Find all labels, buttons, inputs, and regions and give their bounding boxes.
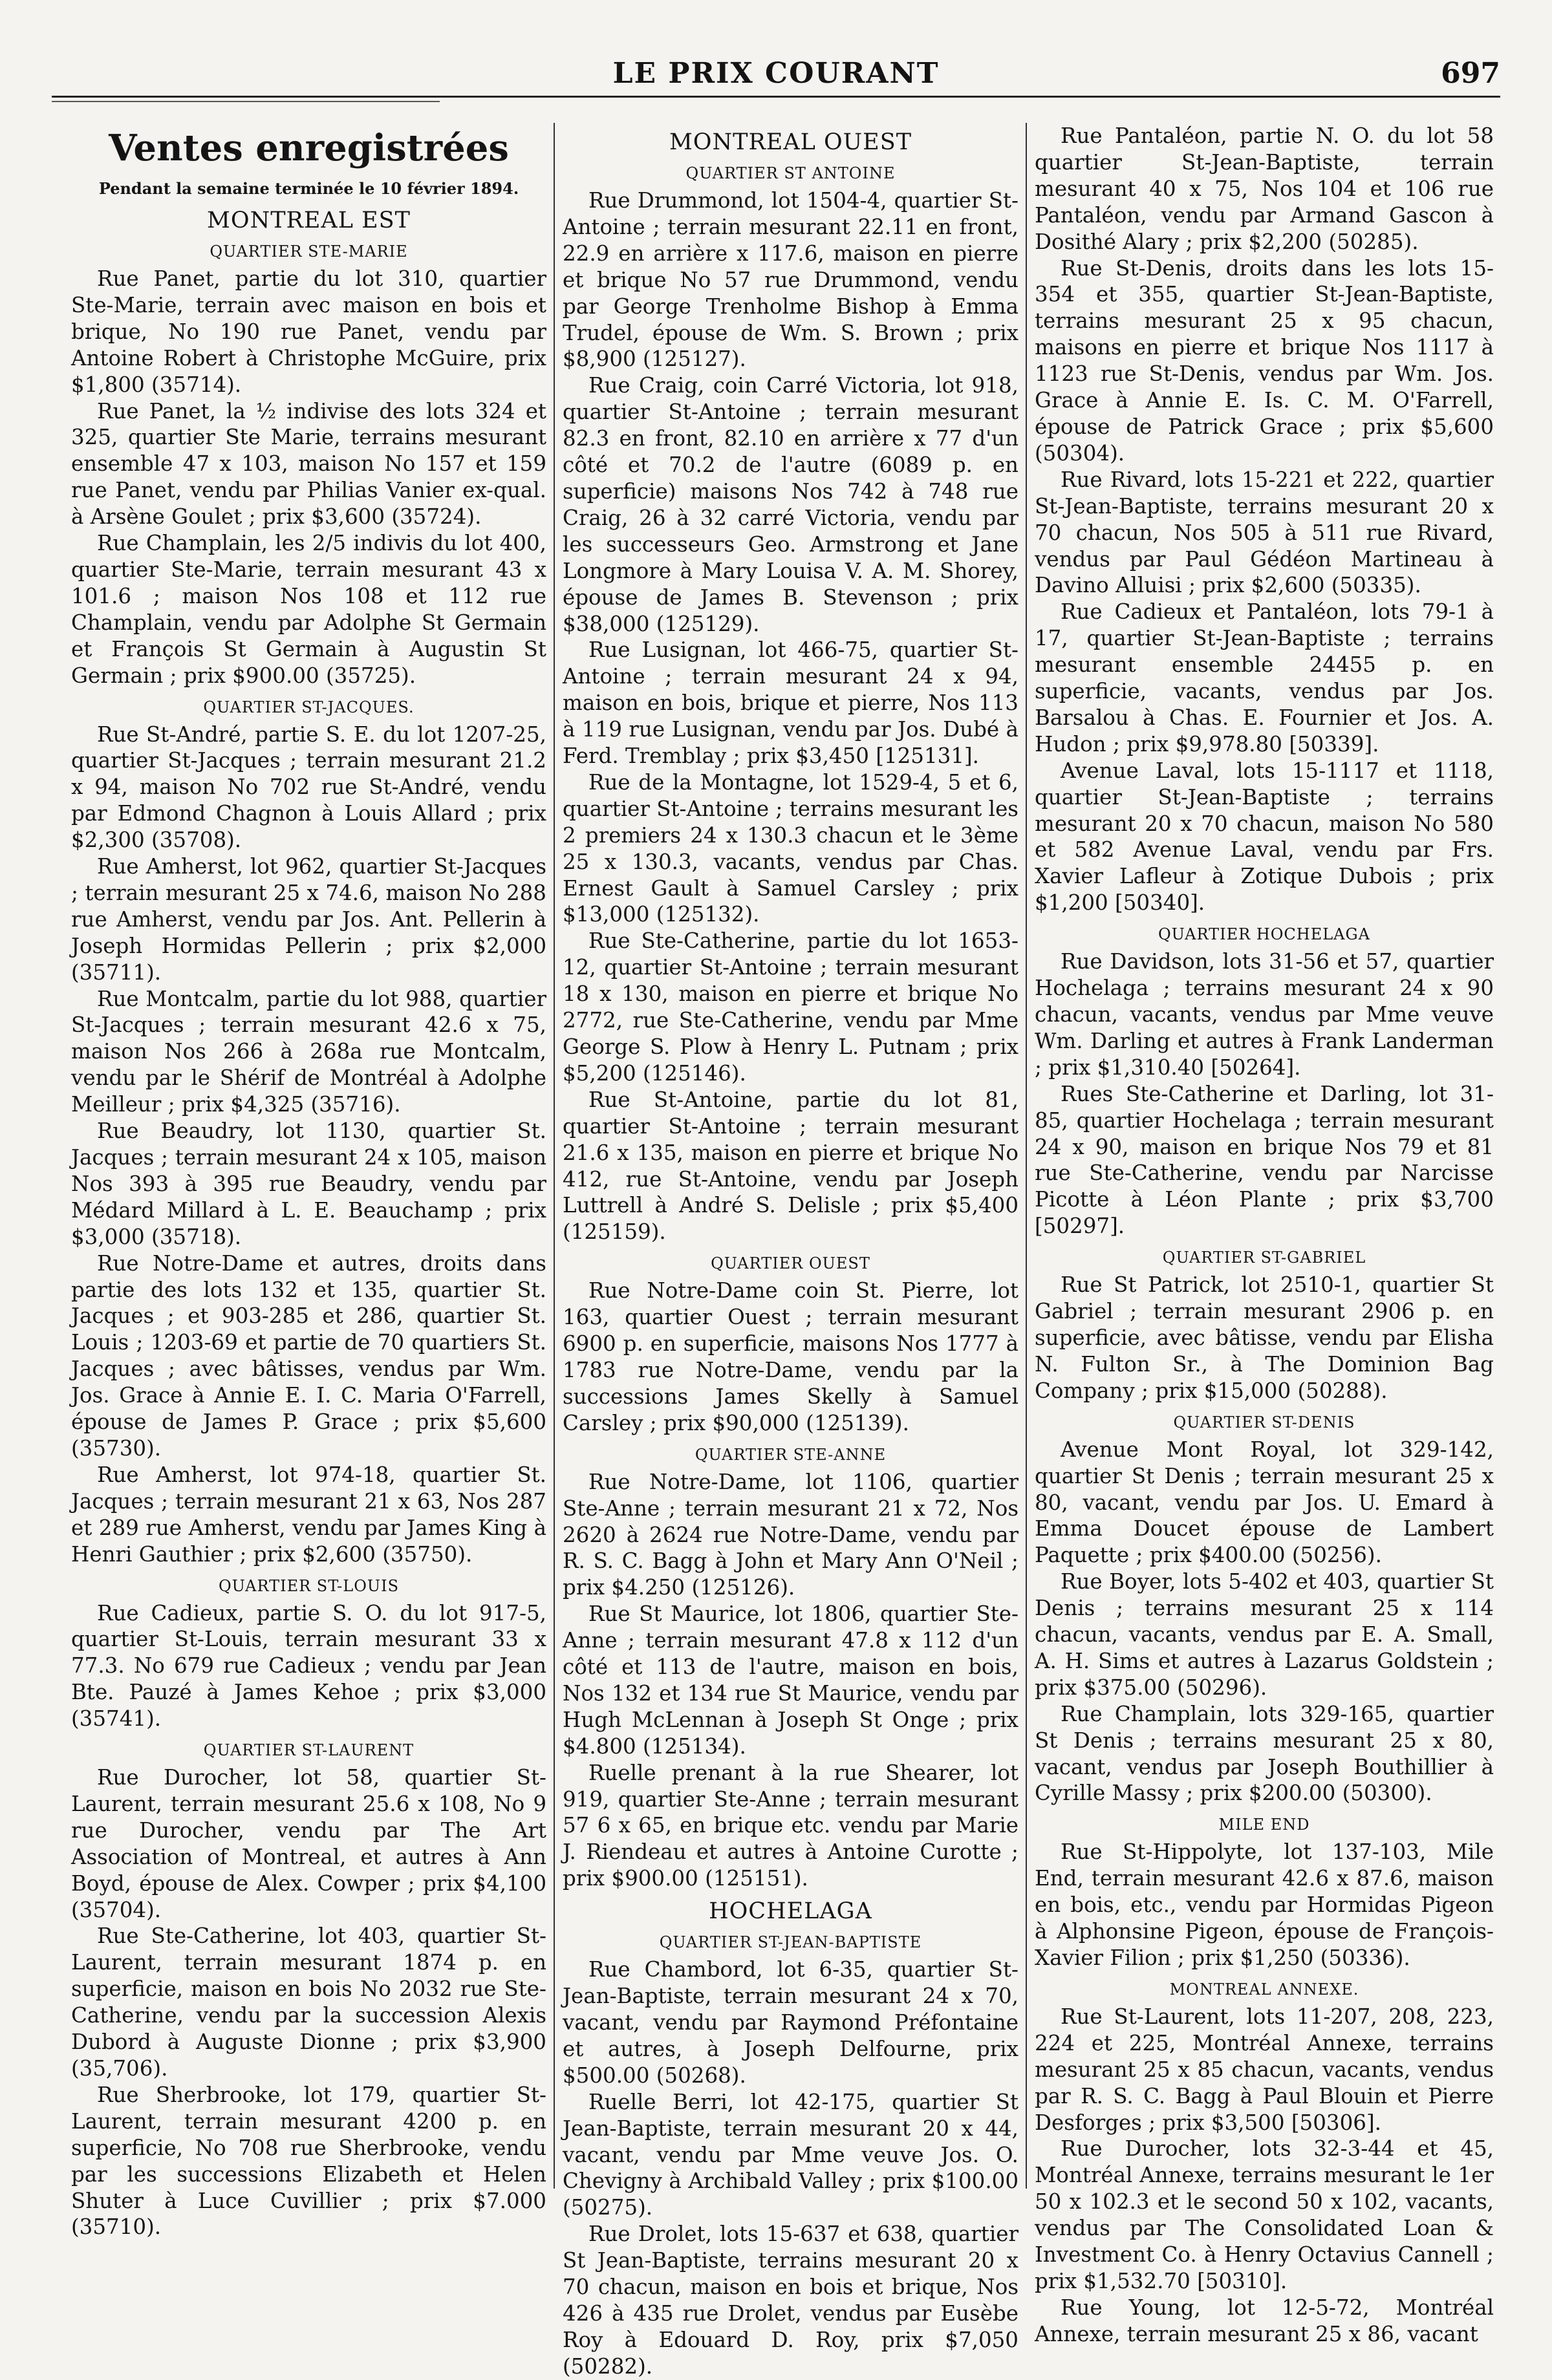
sale-entry: Rue Craig, coin Carré Victoria, lot 918, quartier St-Antoine ; terrain mesurant 82.3 en front, 82.10 en arrière x 77 d'un côté et 70.2 de l'autre (6089 p. en superficie) maisons Nos 742 à 748 rue Craig, 26 à 32 carré Victoria, vendu par les successeurs Geo. Armstrong et Jane Longmore à Mary Louisa V. A. M. Shorey, épouse de James B. Stevenson ; prix $38,000 (125129). — [563, 373, 1018, 636]
sale-entry: Rue Notre-Dame coin St. Pierre, lot 163, quartier Ouest ; terrain mesurant 6900 p. en superficie, maisons Nos 1777 à 1783 rue Notre-Dame, vendu par la successions James Skelly à Samuel Carsley ; prix $90,000 (125139). — [563, 1278, 1018, 1435]
district-heading: MONTREAL OUEST — [669, 129, 912, 155]
column-2 — [563, 123, 1018, 2379]
column-1 — [71, 123, 546, 2240]
sale-entry: Rue St-Denis, droits dans les lots 15-354 et 355, quartier St-Jean-Baptiste, terrains mesurant 25 x 95 chacun, maisons en pierre et brique Nos 1117 à 1123 rue St-Denis, vendus par Wm. Jos. Grace à Annie E. Is. C. M. O'Farrell, épouse de Patrick Grace ; prix $5,600 (50304). — [1035, 255, 1494, 466]
sale-entry: Rue Durocher, lots 32-3-44 et 45, Montréal Annexe, terrains mesurant le 1er 50 x 102.3 et le second 50 x 102, vacants, vendus par The Consolidated Loan & Investment Co. à Henry Octavius Cannell ; prix $1,532.70 [50310]. — [1035, 2136, 1494, 2293]
district-heading: MONTREAL EST — [207, 208, 411, 233]
page-number: 697 — [1441, 57, 1500, 90]
sale-entry: Avenue Laval, lots 15-1117 et 1118, quartier St-Jean-Baptiste ; terrains mesurant 20 x 70 chacun, maison No 580 et 582 Avenue Laval, vendu par Frs. Xavier Lafleur à Zotique Dubois ; prix $1,200 [50340]. — [1035, 758, 1494, 916]
section-title: Ventes enregistrées — [109, 127, 509, 169]
sale-entry: Rue Lusignan, lot 466-75, quartier St-Antoine ; terrain mesurant 24 x 94, maison en bois, brique et pierre, Nos 113 à 119 rue Lusignan, vendu par Jos. Dubé à Ferd. Tremblay ; prix $3,450 [125131]. — [563, 638, 1018, 769]
sale-entry: Rue Cadieux et Pantaléon, lots 79-1 à 17, quartier St-Jean-Baptiste ; terrains mesurant ensemble 24455 p. en superficie, vacants, vendus par Jos. Barsalou à Chas. E. Fournier et Jos. A. Hudon ; prix $9,978.80 [50339]. — [1035, 599, 1494, 756]
sale-entry: Rue Panet, partie du lot 310, quartier Ste-Marie, terrain avec maison en bois et brique, No 190 rue Panet, vendu par Antoine Robert à Christophe McGuire, prix $1,800 (35714). — [71, 266, 546, 397]
sale-entry: Rue Champlain, les 2/5 indivis du lot 400, quartier Ste-Marie, terrain mesurant 43 x 101.6 ; maison Nos 108 et 112 rue Champlain, vendu par Adolphe St Germain et François St Germain à Augustin St Germain ; prix $900.00 (35725). — [71, 531, 546, 688]
journal-title: LE PRIX COURANT — [612, 57, 940, 90]
sale-entry: Rue Amherst, lot 974-18, quartier St. Jacques ; terrain mesurant 21 x 63, Nos 287 et 289 rue Amherst, vendu par James King à Henri Gauthier ; prix $2,600 (35750). — [71, 1462, 546, 1567]
sale-entry: Rue Notre-Dame, lot 1106, quartier Ste-Anne ; terrain mesurant 21 x 72, Nos 2620 à 2624 rue Notre-Dame, vendu par R. S. C. Bagg à John et Mary Ann O'Neil ; prix $4.250 (125126). — [563, 1469, 1018, 1600]
quarter-heading: QUARTIER ST-LAURENT — [203, 1741, 415, 1760]
sale-entry: Rue Ste-Catherine, partie du lot 1653-12, quartier St-Antoine ; terrain mesurant 18 x 130, maison en pierre et brique No 2772, rue Ste-Catherine, vendu par Mme George S. Plow à Henry L. Putnam ; prix $5,200 (125146). — [563, 928, 1018, 1086]
sale-entry: Rue Rivard, lots 15-221 et 222, quartier St-Jean-Baptiste, terrains mesurant 20 x 70 chacun, Nos 505 à 511 rue Rivard, vendus par Paul Gédéon Martineau à Davino Alluisi ; prix $2,600 (50335). — [1035, 467, 1494, 598]
quarter-heading: QUARTIER ST-JACQUES. — [203, 698, 415, 716]
page-header — [52, 45, 1500, 97]
quarter-heading: QUARTIER ST ANTOINE — [685, 164, 896, 182]
sale-entry: Rue Champlain, lots 329-165, quartier St Denis ; terrains mesurant 25 x 80, vacant, vendus par Joseph Bouthillier à Cyrille Massy ; prix $200.00 (50300). — [1035, 1701, 1494, 1806]
sale-entry: Rue Pantaléon, partie N. O. du lot 58 quartier St-Jean-Baptiste, terrain mesurant 40 x 75, Nos 104 et 106 rue Pantaléon, vendu par Armand Gascon à Dosithé Alary ; prix $2,200 (50285). — [1035, 123, 1494, 254]
section-subtitle: Pendant la semaine terminée le 10 février 1894. — [98, 179, 519, 198]
sale-entry: Ruelle prenant à la rue Shearer, lot 919, quartier Ste-Anne ; terrain mesurant 57 6 x 65, en brique etc. vendu par Marie J. Riendeau et autres à Antoine Curotte ; prix $900.00 (125151). — [563, 1760, 1018, 1891]
header-rule — [52, 96, 1500, 98]
column-rule — [554, 123, 555, 2189]
sale-entry: Rue Drolet, lots 15-637 et 638, quartier St Jean-Baptiste, terrains mesurant 20 x 70 chacun, maison en bois et brique, Nos 426 à 435 rue Drolet, vendus par Eusèbe Roy à Edouard D. Roy, prix $7,050 (50282). — [563, 2222, 1018, 2379]
sale-entry: Rue Sherbrooke, lot 179, quartier St-Laurent, terrain mesurant 4200 p. en superficie, No 708 rue Sherbrooke, vendu par les successions Elizabeth et Helen Shuter à Luce Cuvillier ; prix $7.000 (35710). — [71, 2082, 546, 2240]
sale-entry: Rue St-Laurent, lots 11-207, 208, 223, 224 et 225, Montréal Annexe, terrains mesurant 25 x 85 chacun, vacants, vendus par R. S. C. Bagg à Paul Blouin et Pierre Desforges ; prix $3,500 [50306]. — [1035, 2004, 1494, 2135]
column-rule — [1026, 123, 1027, 2189]
column-3-blocks — [1035, 123, 1494, 2348]
sale-entry: Rue St Patrick, lot 2510-1, quartier St Gabriel ; terrain mesurant 2906 p. en superficie, avec bâtisse, vendu par Elisha N. Fulton Sr., à The Dominion Bag Company ; prix $15,000 (50288). — [1035, 1272, 1494, 1403]
column-1-blocks — [71, 208, 546, 2240]
quarter-heading: QUARTIER ST-JEAN-BAPTISTE — [659, 1933, 922, 1952]
sale-entry: Rue de la Montagne, lot 1529-4, 5 et 6, quartier St-Antoine ; terrains mesurant les 2 premiers 24 x 130.3 chacun et le 3ème 25 x 130.3, vacants, vendus par Chas. Ernest Gault à Samuel Carsley ; prix $13,000 (125132). — [563, 769, 1018, 927]
sale-entry: Rue Drummond, lot 1504-4, quartier St-Antoine ; terrain mesurant 22.11 en front, 22.9 en arrière x 117.6, maison en pierre et brique No 57 rue Drummond, vendu par George Trenholme Bishop à Emma Trudel, épouse de Wm. S. Brown ; prix $8,900 (125127). — [563, 188, 1018, 372]
quarter-heading: QUARTIER HOCHELAGA — [1158, 925, 1371, 944]
quarter-heading: MONTREAL ANNEXE. — [1169, 1980, 1359, 1999]
quarter-heading: QUARTIER STE-MARIE — [210, 242, 408, 261]
sale-entry: Rue Beaudry, lot 1130, quartier St. Jacques ; terrain mesurant 24 x 105, maison Nos 393 à 395 rue Beaudry, vendu par Médard Millard à L. E. Beauchamp ; prix $3,000 (35718). — [71, 1119, 546, 1249]
sale-entry: Rue Ste-Catherine, lot 403, quartier St-Laurent, terrain mesurant 1874 p. en superficie, maison en bois No 2032 rue Ste-Catherine, vendu par la succession Alexis Dubord à Auguste Dionne ; prix $3,900 (35,706). — [71, 1924, 546, 2081]
sale-entry: Rue Amherst, lot 962, quartier St-Jacques ; terrain mesurant 25 x 74.6, maison No 288 rue Amherst, vendu par Jos. Ant. Pellerin à Joseph Hormidas Pellerin ; prix $2,000 (35711). — [71, 854, 546, 985]
sale-entry: Avenue Mont Royal, lot 329-142, quartier St Denis ; terrain mesurant 25 x 80, vacant, vendu par Jos. U. Emard à Emma Doucet épouse de Lambert Paquette ; prix $400.00 (50256). — [1035, 1437, 1494, 1568]
sale-entry: Rue Panet, la ½ indivise des lots 324 et 325, quartier Ste Marie, terrains mesurant ensemble 47 x 103, maison No 157 et 159 rue Panet, vendu par Philias Vanier ex-qual. à Arsène Goulet ; prix $3,600 (35724). — [71, 398, 546, 530]
column-3 — [1035, 123, 1494, 2346]
sale-entry: Rue Boyer, lots 5-402 et 403, quartier St Denis ; terrains mesurant 25 x 114 chacun, vacants, vendus par E. A. Small, A. H. Sims et autres à Lazarus Goldstein ; prix $375.00 (50296). — [1035, 1569, 1494, 1700]
sale-entry: Rue St Maurice, lot 1806, quartier Ste-Anne ; terrain mesurant 47.8 x 112 d'un côté et 113 de l'autre, maison en bois, Nos 132 et 134 rue St Maurice, vendu par Hugh McLennan à Joseph St Onge ; prix $4.800 (125134). — [563, 1602, 1018, 1759]
sale-entry: Rue Davidson, lots 31-56 et 57, quartier Hochelaga ; terrains mesurant 24 x 90 chacun, vacants, vendus par Mme veuve Wm. Darling et autres à Frank Landerman ; prix $1,310.40 [50264]. — [1035, 949, 1494, 1080]
sale-entry: Ruelle Berri, lot 42-175, quartier St Jean-Baptiste, terrain mesurant 20 x 44, vacant, vendu par Mme veuve Jos. O. Chevigny à Archibald Valley ; prix $100.00 (50275). — [563, 2089, 1018, 2220]
quarter-heading: QUARTIER OUEST — [711, 1254, 870, 1273]
sale-entry: Rue Durocher, lot 58, quartier St-Laurent, terrain mesurant 25.6 x 108, No 9 rue Durocher, vendu par The Art Association of Montreal, et autres à Ann Boyd, épouse de Alex. Cowper ; prix $4,100 (35704). — [71, 1765, 546, 1922]
quarter-heading: QUARTIER ST-LOUIS — [218, 1576, 400, 1595]
sale-entry: Rue Notre-Dame et autres, droits dans partie des lots 132 et 135, quartier St. Jacques ; et 903-285 et 286, quartier St. Louis ; 1203-69 et partie de 70 quartiers St. Jacques ; avec bâtisses, vendus par Wm. Jos. Grace à Annie E. I. C. Maria O'Farrell, épouse de James P. Grace ; prix $5,600 (35730). — [71, 1250, 546, 1461]
sale-entry: Rue St-André, partie S. E. du lot 1207-25, quartier St-Jacques ; terrain mesurant 21.2 x 94, maison No 702 rue St-André, vendu par Edmond Chagnon à Louis Allard ; prix $2,300 (35708). — [71, 722, 546, 853]
quarter-heading: QUARTIER STE-ANNE — [695, 1445, 887, 1464]
sale-entry: Rue Chambord, lot 6-35, quartier St-Jean-Baptiste, terrain mesurant 24 x 70, vacant, vendu par Raymond Préfontaine et autres, à Joseph Delfourne, prix $500.00 (50268). — [563, 1957, 1018, 2088]
sale-entry: Rues Ste-Catherine et Darling, lot 31-85, quartier Hochelaga ; terrain mesurant 24 x 90, maison en brique Nos 79 et 81 rue Ste-Catherine, vendu par Narcisse Picotte à Léon Plante ; prix $3,700 [50297]. — [1035, 1081, 1494, 1239]
district-heading: HOCHELAGA — [709, 1898, 872, 1925]
quarter-heading: QUARTIER ST-GABRIEL — [1162, 1249, 1366, 1267]
sale-entry: Rue St-Antoine, partie du lot 81, quartier St-Antoine ; terrain mesurant 21.6 x 135, maison en pierre et brique No 412, rue St-Antoine, vendu par Joseph Luttrell à André S. Delisle ; prix $5,400 (125159). — [563, 1087, 1018, 1245]
quarter-heading: MILE END — [1218, 1816, 1310, 1834]
sale-entry: Rue Montcalm, partie du lot 988, quartier St-Jacques ; terrain mesurant 42.6 x 75, maison Nos 266 à 268a rue Montcalm, vendu par le Shérif de Montréal à Adolphe Meilleur ; prix $4,325 (35716). — [71, 986, 546, 1117]
quarter-heading: QUARTIER ST-DENIS — [1173, 1413, 1355, 1431]
column-2-blocks — [563, 129, 1018, 2380]
sale-entry: Rue St-Hippolyte, lot 137-103, Mile End, terrain mesurant 42.6 x 87.6, maison en bois, etc., vendu par Hormidas Pigeon à Alphonsine Pigeon, épouse de François-Xavier Filion ; prix $1,250 (50336). — [1035, 1839, 1494, 1970]
sale-entry: Rue Cadieux, partie S. O. du lot 917-5, quartier St-Louis, terrain mesurant 33 x 77.3. No 679 rue Cadieux ; vendu par Jean Bte. Pauzé à James Kehoe ; prix $3,000 (35741). — [71, 1600, 546, 1731]
sale-entry: Rue Young, lot 12-5-72, Montréal Annexe, terrain mesurant 25 x 86, vacant — [1035, 2295, 1494, 2346]
header-rule-secondary — [52, 101, 440, 102]
